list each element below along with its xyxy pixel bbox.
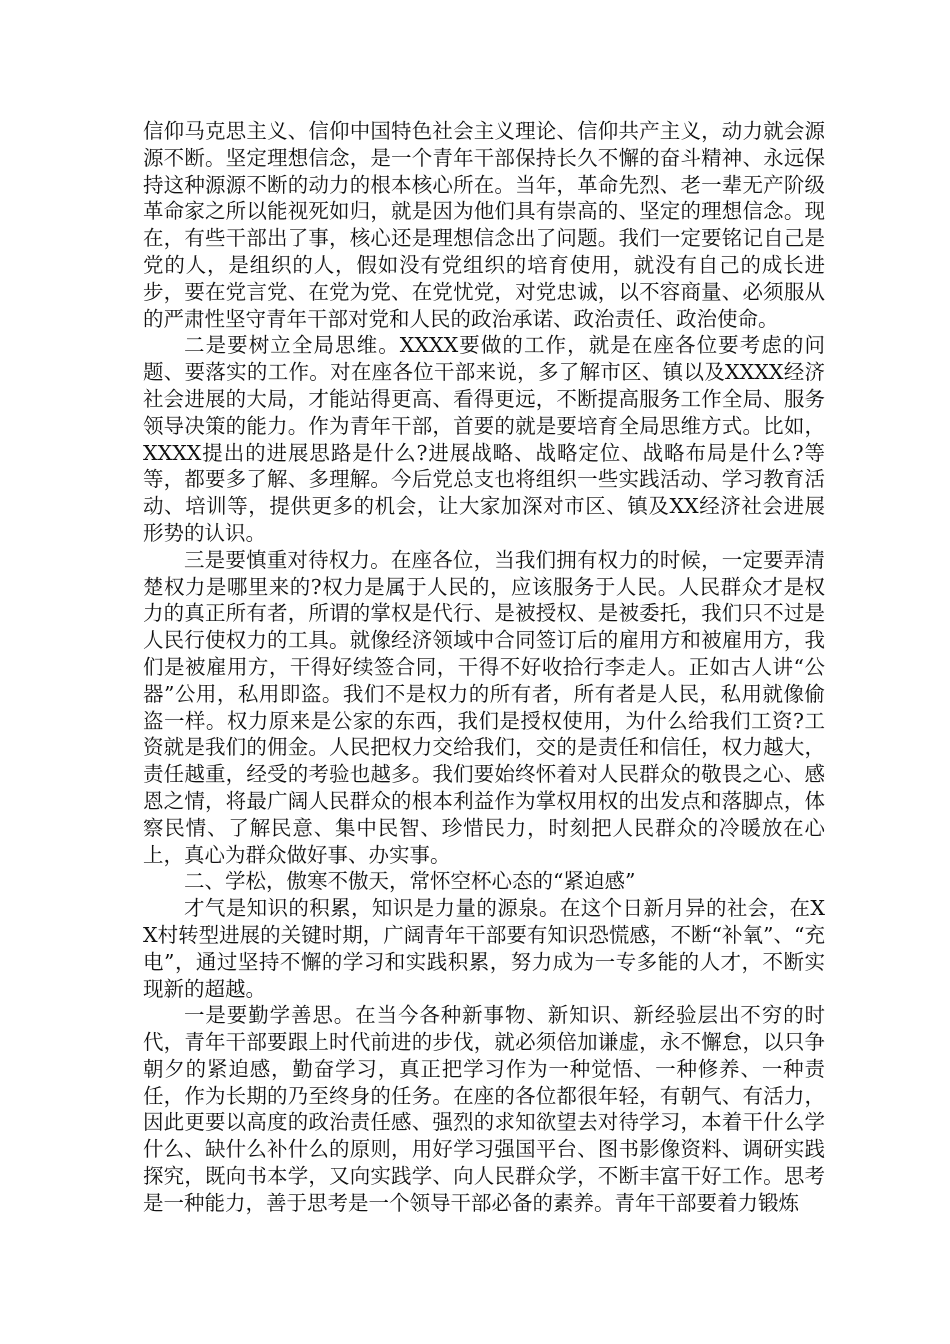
section-heading-learn-from-pine: 二、学松，傲寒不傲天，常怀空杯心态的“紧迫感” <box>184 869 636 894</box>
paragraph-knowledge: 才气是知识的积累，知识是力量的源泉。在这个日新月异的社会，在XX村转型进展的关键时期，广阔青年干部要有知识恐慌感，不断“补氧”、“充电”，通过坚持不懈的学习和实践积累，努力成为一专多能的人才，不断实现新的超越。 <box>143 896 825 1001</box>
document-body <box>143 118 825 1217</box>
paragraph-ideals: 信仰马克思主义、信仰中国特色社会主义理论、信仰共产主义，动力就会源源不断。坚定理想信念，是一个青年干部保持长久不懈的奋斗精神、永远保持这种源源不断的动力的根本核心所在。当年，革命先烈、老一辈无产阶级革命家之所以能视死如归，就是因为他们具有崇高的、坚定的理想信念。现在，有些干部出了事，核心还是理想信念出了问题。我们一定要铭记自己是党的人，是组织的人，假如没有党组织的培育使用，就没有自己的成长进步，要在党言党、在党为党、在党忧党，对党忠诚，以不容商量、必须服从的严肃性坚守青年干部对党和人民的政治承诺、政治责任、政治使命。 <box>143 119 825 331</box>
paragraph-global-thinking: 二是要树立全局思维。XXXX要做的工作，就是在座各位要考虑的问题、要落实的工作。对在座各位干部来说，多了解市区、镇以及XXXX经济社会进展的大局，才能站得更高、看得更远，不断提高服务工作全局、服务领导决策的能力。作为青年干部，首要的就是要培育全局思维方式。比如，XXXX提出的进展思路是什么?进展战略、战略定位、战略布局是什么?等等，都要多了解、多理解。今后党总支也将组织一些实践活动、学习教育活动、培训等，提供更多的机会，让大家加深对市区、镇及XX经济社会进展形势的认识。 <box>143 333 825 545</box>
paragraph-power: 三是要慎重对待权力。在座各位，当我们拥有权力的时候，一定要弄清楚权力是哪里来的?权力是属于人民的，应该服务于人民。人民群众才是权力的真正所有者，所谓的掌权是代行、是被授权、是被委托，我们只不过是人民行使权力的工具。就像经济领域中合同签订后的雇用方和被雇用方，我们是被雇用方，干得好续签合同，干得不好收拾行李走人。正如古人讲“公器”公用，私用即盗。我们不是权力的所有者，所有者是人民，私用就像偷盗一样。权力原来是公家的东西，我们是授权使用，为什么给我们工资?工资就是我们的佣金。人民把权力交给我们，交的是责任和信任，权力越大，责任越重，经受的考验也越多。我们要始终怀着对人民群众的敬畏之心、感恩之情，将最广阔人民群众的根本利益作为掌权用权的出发点和落脚点，体察民情、了解民意、集中民智、珍惜民力，时刻把人民群众的冷暖放在心上，真心为群众做好事、办实事。 <box>143 547 825 867</box>
paragraph-study-and-think: 一是要勤学善思。在当今各种新事物、新知识、新经验层出不穷的时代，青年干部要跟上时代前进的步伐，就必须倍加谦虚，永不懈怠，以只争朝夕的紧迫感，勤奋学习，真正把学习作为一种觉悟、一种修养、一种责任，作为长期的乃至终身的任务。在座的各位都很年轻，有朝气、有活力，因此更要以高度的政治责任感、强烈的求知欲望去对待学习，本着干什么学什么、缺什么补什么的原则，用好学习强国平台、图书影像资料、调研实践探究，既向书本学，又向实践学、向人民群众学，不断丰富干好工作。思考是一种能力，善于思考是一个领导干部必备的素养。青年干部要着力锻炼 <box>143 1003 825 1215</box>
